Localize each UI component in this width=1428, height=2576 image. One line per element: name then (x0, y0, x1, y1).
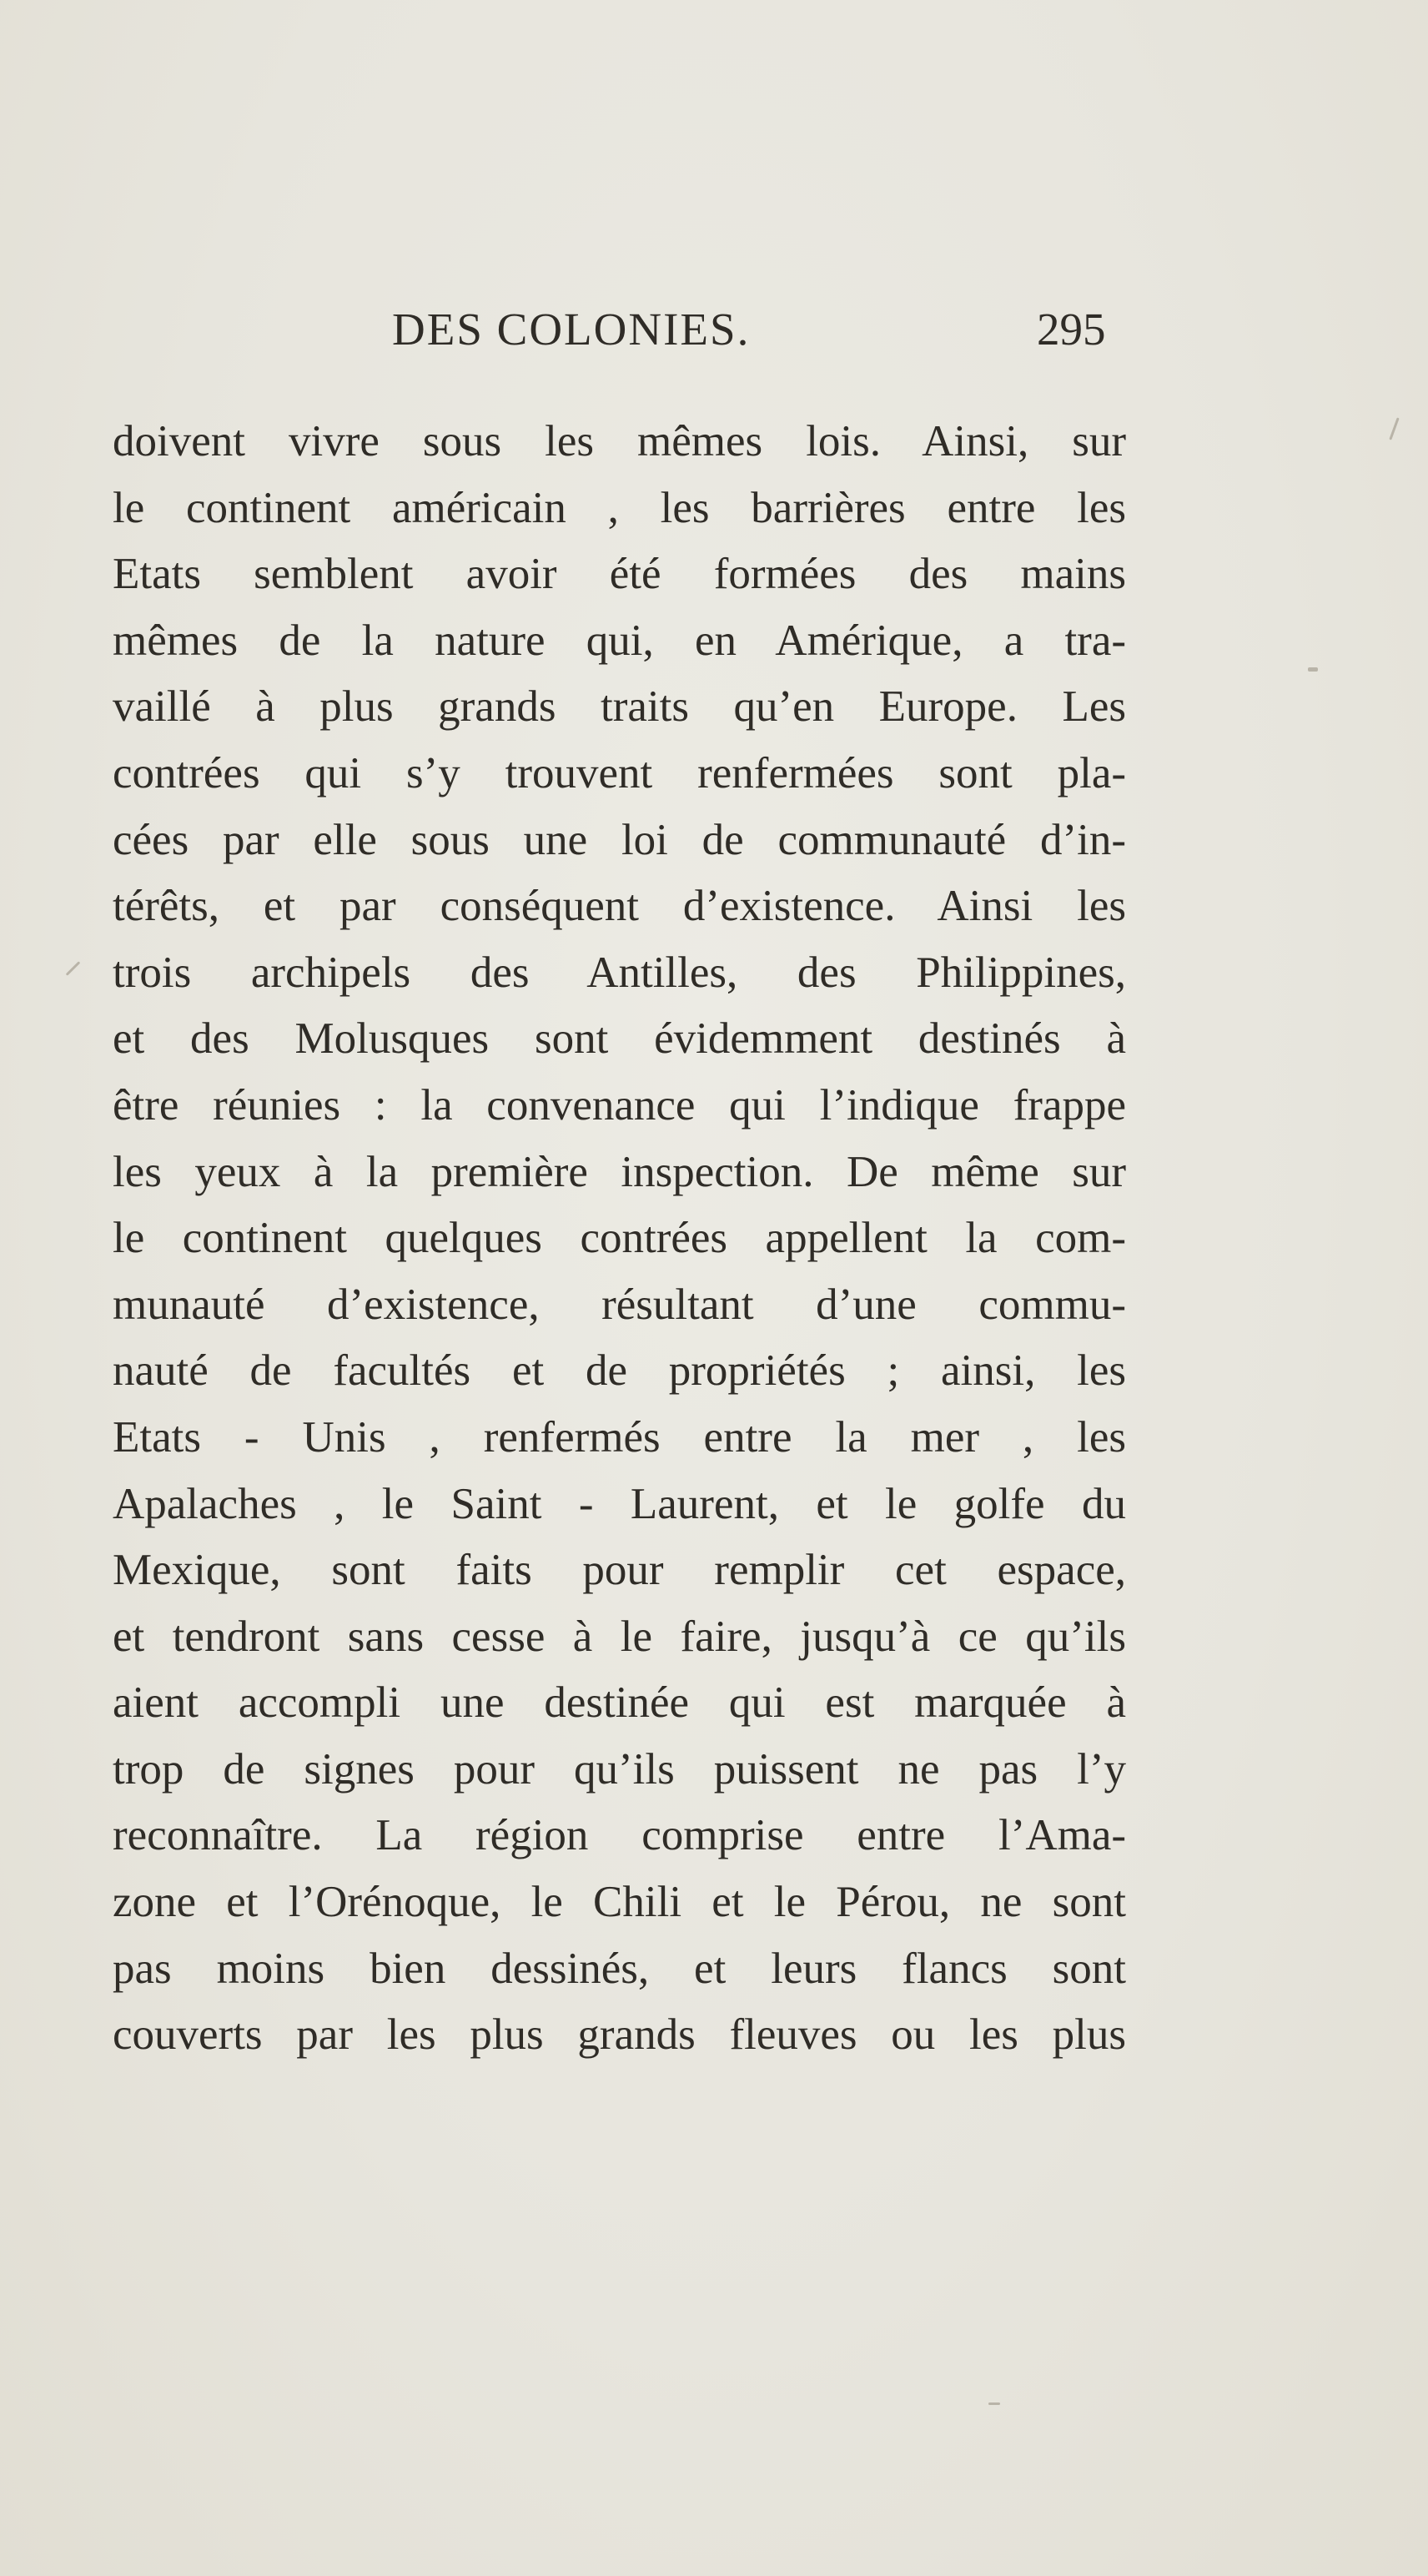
paper-speck (1308, 667, 1318, 672)
text-line: pas moins bien dessinés, et leurs flancs sont (113, 1944, 1126, 1993)
running-title: DES COLONIES. (392, 304, 751, 355)
text-line: mêmes de la nature qui, en Amérique, a tra- (113, 616, 1126, 665)
text-line: être réunies : la convenance qui l’indique frappe (113, 1080, 1126, 1130)
body-text (113, 409, 1126, 2069)
text-line: cées par elle sous une loi de communauté d’in- (113, 815, 1126, 864)
page-number: 295 (1037, 304, 1106, 355)
text-line: le continent américain , les barrières entre les (113, 483, 1126, 532)
text-line: Etats - Unis , renfermés entre la mer , les (113, 1412, 1126, 1462)
text-line: Mexique, sont faits pour remplir cet espace, (113, 1546, 1126, 1595)
text-line: couverts par les plus grands fleuves ou les plus (113, 2010, 1126, 2060)
text-line: térêts, et par conséquent d’existence. Ainsi les (113, 882, 1126, 931)
text-line: les yeux à la première inspection. De même sur (113, 1147, 1126, 1196)
text-line: trop de signes pour qu’ils puissent ne pas l’y (113, 1744, 1126, 1794)
running-head (0, 300, 1428, 359)
text-line: trois archipels des Antilles, des Philippines, (113, 948, 1126, 997)
text-line: aient accompli une destinée qui est marquée à (113, 1678, 1126, 1728)
text-line: doivent vivre sous les mêmes lois. Ainsi, sur (113, 417, 1126, 465)
text-line: reconnaître. La région comprise entre l’Ama- (113, 1811, 1126, 1860)
text-line: contrées qui s’y trouvent renfermées sont pla- (113, 748, 1126, 797)
text-line: munauté d’existence, résultant d’une commu- (113, 1280, 1126, 1329)
text-line: Apalaches , le Saint - Laurent, et le golfe du (113, 1479, 1126, 1528)
text-line: et des Molusques sont évidemment destinés à (113, 1014, 1126, 1064)
text-line: et tendront sans cesse à le faire, jusqu’à ce qu’ils (113, 1612, 1126, 1661)
text-line: nauté de facultés et de propriétés ; ainsi, les (113, 1346, 1126, 1396)
text-line: vaillé à plus grands traits qu’en Europe. Les (113, 682, 1126, 732)
paper-speck (1389, 417, 1399, 440)
paper-speck (66, 961, 81, 976)
paper-speck (988, 2402, 1000, 2405)
text-line: le continent quelques contrées appellent la com- (113, 1214, 1126, 1263)
text-line: zone et l’Orénoque, le Chili et le Pérou, ne sont (113, 1878, 1126, 1927)
text-line: Etats semblent avoir été formées des mains (113, 550, 1126, 599)
